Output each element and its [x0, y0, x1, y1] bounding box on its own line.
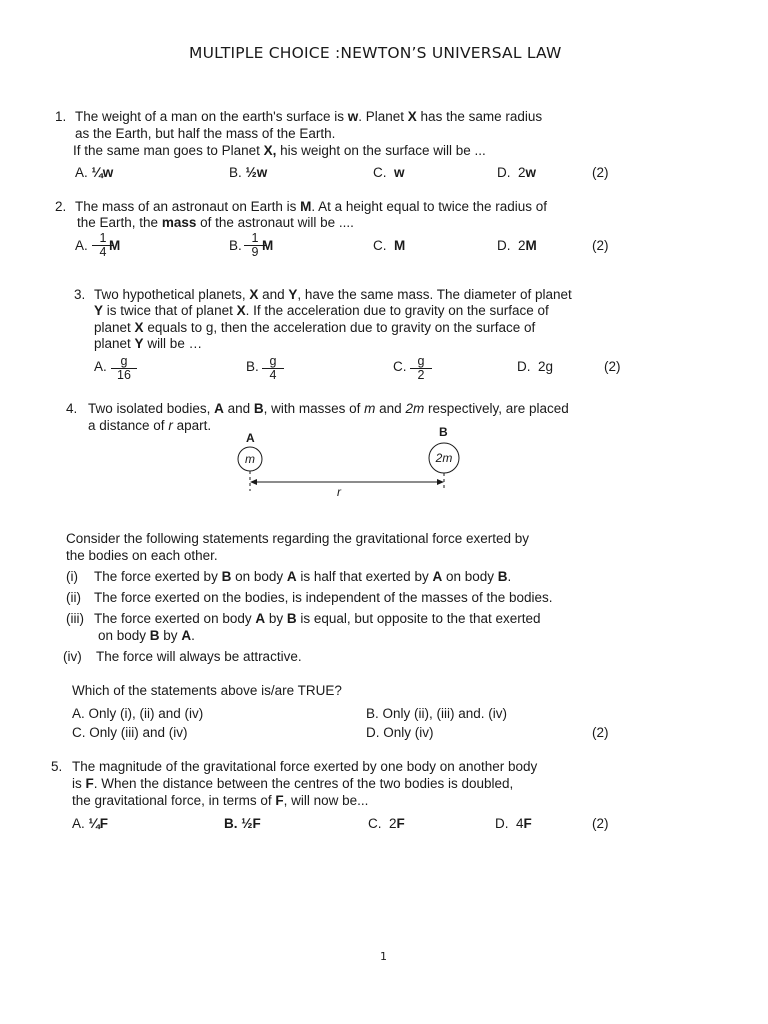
question-3-line-1: Two hypothetical planets, X and Y, have the same mass. The diameter of planet — [94, 287, 572, 302]
distance-label: r — [337, 485, 341, 499]
question-2-marks: (2) — [592, 238, 609, 253]
question-4-line-2: a distance of r apart. — [88, 418, 212, 433]
question-5-line-1: The magnitude of the gravitational force exerted by one body on another body — [72, 759, 538, 774]
question-1-number: 1. — [55, 109, 67, 124]
question-5-line-2: is F. When the distance between the centres of the two bodies is doubled, — [72, 776, 514, 791]
question-5-line-3: the gravitational force, in terms of F, will now be... — [72, 793, 369, 808]
arrowhead-right-icon — [437, 479, 444, 485]
question-2-line-1: The mass of an astronaut on Earth is M. At a height equal to twice the radius of — [75, 199, 548, 214]
statements-intro-line-1: Consider the following statements regarding the gravitational force exerted by — [66, 531, 530, 546]
question-1-line-3: If the same man goes to Planet X, his weight on the surface will be ... — [73, 143, 486, 158]
question-5-option-c[interactable]: C. 2F — [368, 816, 405, 831]
arrowhead-left-icon — [250, 479, 257, 485]
option-letter: C. — [393, 359, 407, 374]
page-title: MULTIPLE CHOICE :NEWTON’S UNIVERSAL LAW — [189, 44, 562, 62]
label-body-a: A — [246, 431, 255, 445]
question-3-marks: (2) — [604, 359, 621, 374]
page-number: 1 — [380, 950, 387, 963]
question-1-option-c[interactable]: C. w — [373, 165, 405, 180]
statement-iii-number: (iii) — [66, 611, 84, 626]
statement-i-number: (i) — [66, 569, 78, 584]
option-letter: A. — [94, 359, 107, 374]
question-1-line-1: The weight of a man on the earth's surface is w. Planet X has the same radius — [75, 109, 543, 124]
question-2-number: 2. — [55, 199, 67, 214]
question-4-marks: (2) — [592, 725, 609, 740]
label-body-b: B — [439, 425, 448, 439]
statement-iv-number: (iv) — [63, 649, 82, 664]
question-5-option-a[interactable]: A. ¼F — [72, 816, 109, 831]
fraction: $\frac{g}{2}$ — [410, 355, 432, 382]
statement-ii: The force exerted on the bodies, is independent of the masses of the bodies. — [94, 590, 553, 605]
question-3-line-4: planet Y will be … — [94, 336, 203, 351]
question-4-option-c[interactable]: C. Only (iii) and (iv) — [72, 725, 188, 740]
question-1-option-d[interactable]: D. 2w — [497, 165, 537, 180]
question-5-option-b[interactable]: B. ½F — [224, 816, 261, 831]
option-value: M — [262, 238, 274, 253]
question-1-option-a[interactable]: A. ¼w — [75, 165, 114, 180]
question-5-option-d[interactable]: D. 4F — [495, 816, 532, 831]
question-4-option-d[interactable]: D. Only (iv) — [366, 725, 434, 740]
statement-iii-line-1: The force exerted on body A by B is equal, but opposite to the that exerted — [94, 611, 541, 626]
two-bodies-diagram — [225, 425, 485, 500]
option-letter: A. — [75, 238, 88, 253]
fraction: $\frac{g}{4}$ — [262, 355, 284, 382]
statement-i: The force exerted by B on body A is half that exerted by A on body B. — [94, 569, 512, 584]
fraction: $\frac{g}{16}$ — [111, 355, 137, 382]
option-letter: B. — [229, 238, 242, 253]
mass-a-label: m — [245, 452, 255, 466]
question-2-option-c[interactable]: C. M — [373, 238, 406, 253]
fraction: $\frac{1}{9}$ — [244, 232, 266, 259]
option-letter: B. — [246, 359, 259, 374]
question-3-line-3: planet X equals to g, then the acceleration due to gravity on the surface of — [94, 320, 536, 335]
question-3-number: 3. — [74, 287, 86, 302]
question-1-marks: (2) — [592, 165, 609, 180]
question-5-number: 5. — [51, 759, 63, 774]
statement-ii-number: (ii) — [66, 590, 81, 605]
statement-iv: The force will always be attractive. — [96, 649, 302, 664]
statements-intro-line-2: the bodies on each other. — [66, 548, 218, 563]
option-value: M — [109, 238, 121, 253]
question-4-number: 4. — [66, 401, 78, 416]
question-3-line-2: Y is twice that of planet X. If the acceleration due to gravity on the surface of — [94, 303, 549, 318]
question-4-line-1: Two isolated bodies, A and B, with masses of m and 2m respectively, are placed — [88, 401, 569, 416]
question-1-line-2: as the Earth, but half the mass of the Earth. — [75, 126, 336, 141]
mass-b-label: 2m — [435, 451, 453, 465]
question-2-option-d[interactable]: D. 2M — [497, 238, 537, 253]
question-4-option-a[interactable]: A. Only (i), (ii) and (iv) — [72, 706, 204, 721]
statement-iii-line-2: on body B by A. — [98, 628, 195, 643]
question-4-prompt: Which of the statements above is/are TRUE? — [72, 683, 342, 698]
question-2-line-2: the Earth, the mass of the astronaut will be .... — [77, 215, 354, 230]
fraction: $\frac{1}{4}$ — [92, 232, 114, 259]
question-5-marks: (2) — [592, 816, 609, 831]
question-3-option-d[interactable]: D. 2g — [517, 359, 554, 374]
question-1-option-b[interactable]: B. ½w — [229, 165, 268, 180]
question-4-option-b[interactable]: B. Only (ii), (iii) and. (iv) — [366, 706, 508, 721]
